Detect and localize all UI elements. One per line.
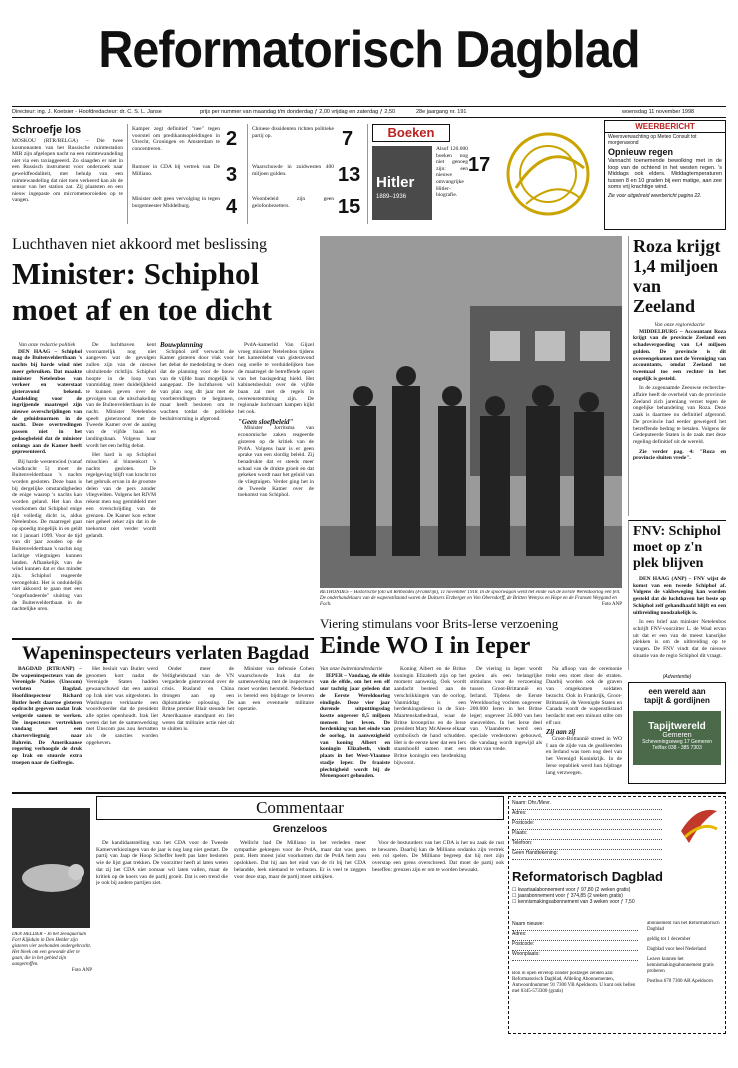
weather-box	[604, 120, 726, 230]
ww1-col-1	[320, 666, 390, 784]
coupon-brand: Reformatorisch Dagblad	[512, 869, 663, 884]
teaser-text: Minister stelt geen vervolging in tegen burgemeester Middelburg.	[132, 196, 220, 209]
lead-col-1	[12, 342, 82, 634]
coupon-field[interactable]	[512, 941, 638, 951]
teaser-text: Kamper zegt definitief "nee" tegen voorstel om predikantsopleidingen in Utrecht, Groningen en Amsterdam te concentreren.	[132, 126, 220, 152]
teaser-boeken	[372, 124, 492, 224]
lead-col-3	[160, 342, 234, 634]
wapen-body-3: Onder meer de Veiligheidsraad van de VN vergaderde gisteravond over de crisis. Rusland en China drongen aan op een diplomatieke oplossing. De Britse premier Blair steunde het Amerikaanse standpunt en liet weten dat militaire actie niet uit te sluiten is.	[162, 666, 234, 733]
tapijt-brand: Tapijtwereld	[648, 721, 706, 732]
weather-sub: Weersverwachting op Meteo Consult tot morgenavond	[608, 134, 697, 146]
zeeland-body: In de zogenaamde Zeeuwse recherche-affaire heeft de overheid van de provincie Zeeland zich jarenlang verzet tegen de ongelijke behandeling van Roza. Deze zaak is daarmee nu definitief afgerond. De provincie had eerder geweigerd het betreffende bedrag te betalen. Volgens de Gedeputeerde Staten is de zaak met deze regeling definitief uit de wereld.	[633, 385, 726, 445]
lead-byline: Van onze redactie politiek	[18, 342, 76, 348]
caption-credit: Foto ANP	[71, 968, 92, 973]
teaser-title: Schroefje los	[12, 124, 82, 136]
coupon-footer: Bon in open envelop zonder postzegel zenden aan: Reformatorisch Dagblad, Afdeling Abonnementen, Antwoordnummer 91 7300 VB Apeldoorn. U kunt ook bellen met 0345-573300 (gratis)	[512, 971, 636, 994]
tapijt-address: Scheveningseweg 17 Gemeren	[642, 739, 712, 745]
ww1-body-2: Koning Albert en de Britse koningin Elizabeth zijn op het moment aanwezig. Ook wordt aandacht besteed aan de verschrikkingen van de oorlog. Vanmiddag is een herdenkingsdienst in de Sint-Maartenskathedraal, waar de Britse kroonprins en de Ierse president Mary McAleese elkaar symbolisch de hand schudden. Het is de eerste keer dat een Iers staatshoofd samen met een Britse koningin een herdenking bijwoont.	[394, 666, 466, 766]
ww1-kicker-wrap	[320, 616, 622, 632]
coupon-field-label: Naam: Dhr./Mevr.	[512, 800, 551, 806]
info-bar	[12, 106, 726, 118]
coupon-field-label: Postcode:	[512, 820, 535, 826]
teaser-schroefje	[12, 124, 128, 224]
teaser-page: 7	[342, 128, 354, 150]
commentaar-title: Grenzeloos	[272, 824, 328, 835]
lead-sub-1: Bouwplanning	[160, 342, 203, 349]
wapen-headline: Wapeninspecteurs verlaten Bagdad	[22, 643, 310, 664]
ww1-col-3	[470, 666, 542, 784]
coupon-options	[512, 887, 724, 905]
weather-label: WEERBERICHT	[605, 121, 725, 133]
ww1-body-3: De viering in Ieper wordt gezien als een belangrijke stimulans voor de verzoening tussen Groot-Brittannië en Ierland. Tijdens de Eerste Wereldoorlog vochten ongeveer 200.000 Ieren in het Britse leger; ongeveer 35.000 van hen sneuvelden. In het Ierse deel van Vlaanderen werd een speciale vredestoren gebouwd, die vandaag wordt ingewijd als teken van vrede.	[470, 666, 542, 753]
caption-text: RETHONDES – Historische foto uit Rethondes (Frankrijk), 11 november 1918. In de spoorwagon werd het einde van de Eerste Wereldoorlog een feit. De onderhandelaars van de wapenstilstand waren de Duitsers Erzberger en Von Oberndorff, de Britten Wemyss en Hope en de Fransen Weygand en Foch.	[320, 590, 621, 607]
coupon-field[interactable]	[512, 820, 662, 830]
zeeland-byline: Van onze regioredactie	[654, 322, 705, 328]
coupon-option[interactable]	[512, 899, 724, 905]
coupon-option-label: kennismakingsabonnement van 3 weken voor ƒ 7,50	[517, 899, 635, 905]
coupon-field[interactable]	[512, 800, 662, 810]
tapijt-tel: Tel/fax 038 - 385 7303	[652, 745, 702, 751]
wapen-body-1: BAGDAD (RTR/ANP) – De wapeninspecteurs van de Verenigde Naties (Unscom) verlaten Bagdad. Hoofdinspecteur Richard Butler heeft daartoe gisteren opdracht gegeven nadat Irak weigerde samen te werken. De inspecteurs vertrekken vandaag met een chartervliegtuig naar Bahrein. De Amerikaanse regering verhoogde de druk op Irak en stuurde extra troepen naar de Golfregio.	[12, 666, 82, 766]
lead-intro: DEN HAAG – Schiphol mag de Buitenveldertbaan 's nachts bij harde wind niet meer gebruiken. Dat maakte minister Netelenbos van verkeer en waterstaat gisteravond bekend. Aanleiding voor de ingrijpende maatregel zijn nieuwe overschrijdingen van de geluidsnormen in de nacht. Deze overtredingen passen niet in het gedoogbeleid dat de minister onlangs aan de Kamer heeft gepresenteerd.	[12, 348, 82, 456]
wapen-col-3	[162, 666, 234, 786]
commentaar-col-1	[96, 840, 228, 1036]
lead-body-4: Schiphol zelf verwacht de Kamer gisteren door vlak voor het debat de mededeling te doen dat de planning voor de bouw van de vijfde baan mogelijk is aangepast. De luchthaven wil van plan nog dit jaar met de voorbereidingen te beginnen, maar heeft besloten om te wachten totdat de politieke besluitvorming is afgerond.	[160, 348, 234, 422]
lead-body-5: PvdA-kamerlid Van Gijzel vroeg minister Netelenbos tijdens het kamerdebat van gisteravond nog snelle te verduidelijken hoe de maatregel de betreffende opzet van het basisgedrag hield. Het kabinetsbesluit over de vijfde baan zal met de regels in overeenstemming zijn. De regionale luchtvaart kampen kijkt het ook.	[238, 342, 314, 416]
zeeland-more: Zie verder pag. 4: "Roza en provincie sluiten vrede".	[633, 448, 726, 462]
photo-rethondes-caption	[320, 590, 622, 614]
boeken-text: Alsof 120.000 boeken nog niet genoeg zijn: een nieuwe omvangrijke Hitler-biografie.	[436, 146, 468, 199]
subscription-coupon	[508, 796, 726, 1034]
coupon-right-column	[647, 921, 723, 989]
advert-label: (Advertentie)	[662, 674, 692, 680]
teaser-text: Rumoer in CDA bij vertrek van De Milliano.	[132, 164, 220, 177]
staff-line: Directeur: ing. J. Koetsier - Hoofdredacteur: dr. C. S. L. Janse	[12, 109, 162, 115]
boeken-label-box	[372, 124, 450, 142]
zeeland-intro: MIDDELBURG – Accountant Roza krijgt van de provincie Zeeland een schadevergoeding van 1,4 miljoen gulden. De provincie is dit overeengekomen met de Vereniging van accountants, omdat Zeeland tot tweemaal toe een rechter in het ongelijk is gesteld.	[633, 328, 726, 382]
book-title: Hitler	[376, 174, 415, 191]
coupon-field-label: Naam nieuwe:	[512, 921, 544, 927]
masthead	[12, 8, 726, 100]
coupon-field-label: Woonplaats:	[512, 951, 540, 957]
coupon-fields	[512, 800, 662, 860]
lead-body-6: Minister Jorritsma van economische zaken reageerde gisteren op de kritiek van de PvdA. Volgens haar is er geen sprake van een slordig beleid. Zij benadrukte dat er steeds meer schaal van de drukte groeit en dat gekeken wordt naar het geluid van de vliegtuigen. Verder ging het in de Tweede Kamer over de toekomst van Schiphol.	[238, 425, 314, 499]
commentaar-body-1: De kandidaatstelling van het CDA voor de Tweede Kamerverkiezingen van de jaar is nog lang niet gestart. De partij van Jaap de Hoop Scheffer heeft pas later besloten wie de lijst gaat trekken. De voorzitter heeft al laten weten dat zij het CDA niet zomaar wil laten vallen, maar de kritiek op de koers van de partij groeit. Dat is een trend die je ook bij andere partijen ziet.	[96, 840, 228, 887]
coupon-field-label: Adres:	[512, 931, 527, 937]
teaser-text: Waarschuwde in zuidwesten 400 miljoen gulden.	[252, 164, 334, 177]
teaser-column-b	[252, 124, 368, 224]
wapen-col-4	[238, 666, 314, 786]
teaser-page: 3	[226, 164, 238, 186]
lead-col-4	[238, 342, 314, 634]
lead-body-2: De luchthaven kent voornamelijk nog niet aangeven wat de gevolgen zullen zijn van de nieuwe uitsluitende richtlijn. Schiphol hoopte in de loop van vanmiddag meer duidelijkheid te kunnen geven over de gevolgen van de uitschakeling van de Buitenveldertbaan in de nacht. Minister Netelenbos speelt gisteravond met de Tweede Kamer over de aanleg van de vijfde baan en landingsbaan. Volgens haar wordt het een heftig debat.	[86, 342, 156, 449]
coupon-option-label: jaarabonnement voor ƒ 374,85 (2 weken gratis)	[517, 893, 623, 899]
photo-image	[320, 236, 622, 588]
coupon-right-text: Postbus 670 7300 AR Apeldoorn	[647, 979, 713, 984]
photo-zeehond-caption	[12, 932, 92, 1004]
rd-ribbon-icon	[677, 801, 721, 849]
ww1-sub: Zij aan zij	[546, 728, 576, 737]
coupon-right-text: abonnement van het Reformatorisch Dagblad	[647, 921, 720, 932]
commentaar-bar	[96, 796, 504, 820]
coupon-brand-wrap	[512, 869, 724, 884]
tapijt-line1: een wereld aan	[648, 687, 706, 696]
coupon-field[interactable]	[512, 850, 662, 860]
ww1-kicker: Viering stimulans voor Brits-Ierse verzoening	[320, 616, 559, 631]
wapen-col-2	[86, 666, 158, 786]
checkbox-icon[interactable]: ☐	[512, 899, 518, 905]
fnv-headline: FNV: Schiphol moet op z'n plek blijven	[633, 524, 721, 571]
zeeland-story	[628, 236, 726, 516]
lead-body-1: Bij harde westenwind (vanaf windkracht 5) moet de Buitenveldertbaan 's nachts worden gesloten. Deze baan is bij dergelijke omstandigheden de enige waarop 's nachts kan worden geland. Het kan dus voorkomen dat Schiphol enige tijd volledig dicht is, aldus Netelenbos. De maatregel gaat op spoedig mogelijk in en geldt tot 1 januari 1999. Voor de tijd van dit jaar zouden op de Buitenveldertbaan 's nachts nog lachtige vliegtuigen kunnen landen. Afhankelijk van de wind kunnen dat er dus minder zijn. Schiphol reageerde verongelukt. Het is onduidelijk niet akkoord te gaan met een "ongefundeerde" sluiting van de Buitenveldertbaan in de nachtelijke uren.	[12, 458, 82, 613]
teaser-page: 13	[338, 164, 361, 186]
tapijt-city: Gemeren	[662, 732, 692, 739]
lead-kicker: Luchthaven niet akkoord met beslissing	[12, 236, 268, 253]
wapen-col-1	[12, 666, 82, 786]
coupon-field-label: Postcode:	[512, 941, 535, 947]
checkbox-icon[interactable]: ☐	[512, 887, 518, 893]
teaser-column-a	[132, 124, 248, 224]
coupon-field-label: Adres:	[512, 810, 527, 816]
commentaar-body-3: Voor de bestuurders van het CDA is het nu zaak de rust te bewaren. Daarbij kan de Milliano ondanks zijn vertrek een rol spelen. De Milliano begreep dat hij met zijn overstap een grens overschreed. Dat moet de partij ook beseffen: grenzen zijn er om te worden bewaakt.	[372, 840, 504, 873]
ww1-body-4: Na afloop van de ceremonie trekt een stoet door de straten. Daarbij worden ook de graven van omgekomen soldaten bezocht. Ook in Frankrijk, Groot-Brittannië, de Verenigde Staten en Canada wordt de wapenstilstand herdacht met een minuut stilte om elf uur.	[546, 666, 622, 726]
commentaar-body-2: Wellicht had De Milliano in het verleden meer sympathie gekregen voor de PvdA, maar dat was geen punt. Hem moest juist voorkomen dat de PvdA hem zou opslokken. Dat hij aan het eind van de rit bij het CDA belandde, leek niemand te verbazen. Er is veel te zeggen voor deze stap, maar de partij moet uitkijken.	[234, 840, 366, 880]
coupon-field-label: Telefoon:	[512, 840, 533, 846]
boeken-label: Boeken	[387, 125, 435, 140]
ww1-col-4	[546, 666, 622, 784]
ww1-headline-wrap	[320, 632, 622, 662]
fnv-story	[628, 520, 726, 670]
tapijt-line2: tapijt & gordijnen	[644, 696, 710, 705]
book-years: 1889–1936	[376, 194, 407, 200]
coupon-option-label: kwartaalabonnement voor ƒ 97,80 (2 weken gratis)	[517, 887, 631, 893]
wapen-body-2: Het besluit van Butler werd genomen kort nadat de Verenigde Staten hadden gewaarschuwd dat een aanval op Irak niet was uitgesloten. In Washington verklaarde een woordvoerder dat de president alle opties openhoudt. Irak liet weten dat het de samenwerking met Unscom pas zou hervatten als de sancties worden opgeheven.	[86, 666, 158, 746]
teaser-page: 15	[338, 196, 361, 218]
lead-body-3: Het hard is op Schiphol misschien al binnenkort 's nachts gesloten. De regelgeving blijft van kracht tot het gebruik ervan in de grootste delen van de pers zonder vliegvelden. Volgens het RIVM rekent men nog gemiddeld met een overschrijding van de grenzen. De Kamer kon echter niet geheel zeker zijn dat in de toekomst niet verder wordt gelandt.	[86, 452, 156, 539]
lead-col-2	[86, 342, 156, 634]
ww1-col-2	[394, 666, 466, 784]
section-divider	[12, 792, 726, 794]
decorative-logo	[496, 118, 600, 230]
ww1-body-5: Groot-Brittannië streed in WO I aan de zijde van de geallieerden en Ierland was toen nog deel van het Verenigd Koninkrijk. In de Ierse republiek werd hun bijdrage lang verzwegen.	[546, 736, 622, 776]
tapijt-advert	[628, 674, 726, 786]
weather-title: Opnieuw regen	[608, 147, 674, 157]
teaser-body: MOSKOU (RTR/BELGA) – Die twee kosmonauten van het Russische ruimtestation MIR zijn afgelopen nacht na een ruimtewandeling niet via een taxiaggeeerd. Zo slaagden er niet in een Russisch instrument voor onderzoek naar geweldfeodaliteit, met behulp van een ruimtewandeling dat niet toen verkeerd kan als de sensor van het station zat. Zij plaatsten en een nieuw ingepaste om micrometeoroieden op te vangen.	[12, 138, 123, 204]
globe-logo-icon	[496, 118, 600, 230]
commentaar-title-wrap	[96, 824, 504, 838]
coupon-field[interactable]	[512, 830, 662, 840]
lead-kicker-wrap	[12, 236, 314, 254]
coupon-fields-2	[512, 921, 638, 961]
fnv-body: In een brief aan minister Netelenbos schrijft FNV-voorzitter L. de Waal ervan uit dat er een van de meest kansrijke plekken is om de uitbreiding op te vangen. De FNV vindt dat de nieuwe situatie van de regio Schiphol dit vraagt.	[633, 619, 726, 659]
caption-text: DEN HELDER – In het zeeaquarium Fort Kijkduin in Den Helder zijn gisteren vier zeehonden ondergebracht. Het bleek om een gewonde dier te gaan, die in het gebied zijn aangetroffen.	[12, 932, 92, 967]
book-cover	[372, 146, 432, 220]
coupon-field-label: Plaats:	[512, 830, 528, 836]
checkbox-icon[interactable]: ☐	[512, 893, 518, 899]
lead-headline: Minister: Schiphol moet af en toe dicht	[12, 256, 272, 327]
wapen-body-4: Minister van defensie Cohen waarschuwde Irak dat de samenwerking met de inspecteurs moet worden hersteld. Nederland is bereid een bijdrage te leveren aan een eventuele militaire operatie.	[238, 666, 314, 713]
teaser-text: Chinese dissidenten richten politieke partij op.	[252, 126, 334, 139]
volume-line: 28e jaargang nr. 191	[416, 109, 467, 115]
ww1-body-1: IEPER – Vandaag, de elfde van de elfde, om het een elf uur tachtig jaar geleden dat de Eerste Wereldoorlog eindigde. Deze vier jaar durende uitputtingsslag kostte ongeveer 8,5 miljoen mensen het leven. De herdenking van het einde van de oorlog, in aanwezigheid van koning Albert en koningin Elizabeth, vindt plaats in het West-Vlaamse stadje Ieper. De fraaiste plechtigheid wordt bij de Menenpoort gehouden.	[320, 672, 390, 780]
price-line: prijs per nummer van maandag t/m donderdag ƒ 2,00 vrijdag en zaterdag ƒ 2,50	[200, 109, 396, 115]
boeken-page: 17	[468, 154, 491, 176]
coupon-right-text: Dagblad voor heel Nederland	[647, 947, 707, 952]
coupon-right-text: Lezers kunnen het kennismakingsabonnement gratis proberen	[647, 957, 714, 974]
weather-body: Vannacht toenemende bewolking met in de loop van de ochtend in het westen regen. 's Middags ook elders. Middagtemperaturen tussen 8 en 10 graden bij een matige, aan zee soms vrij krachtige wind.	[608, 158, 722, 191]
photo-zeehond	[12, 808, 90, 928]
commentaar-col-3	[372, 840, 504, 1036]
coupon-field[interactable]	[512, 921, 638, 931]
ww1-headline: Einde WO I in Ieper	[320, 633, 530, 659]
coupon-field[interactable]	[512, 810, 662, 820]
newspaper-title: Reformatorisch Dagblad	[98, 21, 640, 79]
fnv-intro: DEN HAAG (ANP) – FNV wijst de komst van een tweede Schiphol af. Volgens de vakbeweging kan worden gesteld dat de luchthaven het beste op Schiphol zelf gehandhaafd blijft en een uitbreiding noodzakelijk is.	[633, 576, 726, 616]
lead-sub-2: "Geen sloefbeleid"	[238, 417, 294, 426]
coupon-field[interactable]	[512, 840, 662, 850]
ww1-byline: Van onze buitenlandredactie	[320, 666, 383, 672]
teaser-page: 4	[226, 196, 238, 218]
commentaar-label: Commentaar	[256, 798, 344, 817]
coupon-field[interactable]	[512, 931, 638, 941]
coupon-field-label: Geen Handtekening:	[512, 850, 558, 856]
photo-rethondes	[320, 236, 622, 588]
coupon-right-text: geldig tot 1 december	[647, 937, 691, 942]
seal-image	[12, 808, 90, 928]
weather-more: Zie voor uitgebreid weerbericht pagina 22.	[608, 192, 702, 199]
date-line: woensdag 11 november 1998	[622, 109, 695, 115]
teaser-text: Woonbeleid zijn geen gelofonbezetters.	[252, 196, 334, 209]
teaser-page: 2	[226, 128, 238, 150]
zeeland-headline: Roza krijgt 1,4 miljoen van Zeeland	[633, 236, 721, 316]
lead-headline-wrap	[12, 256, 314, 340]
commentaar-col-2	[234, 840, 366, 1036]
coupon-field[interactable]	[512, 951, 638, 961]
tapijt-logo-box	[633, 711, 721, 765]
caption-credit: Foto ANP	[601, 602, 622, 607]
